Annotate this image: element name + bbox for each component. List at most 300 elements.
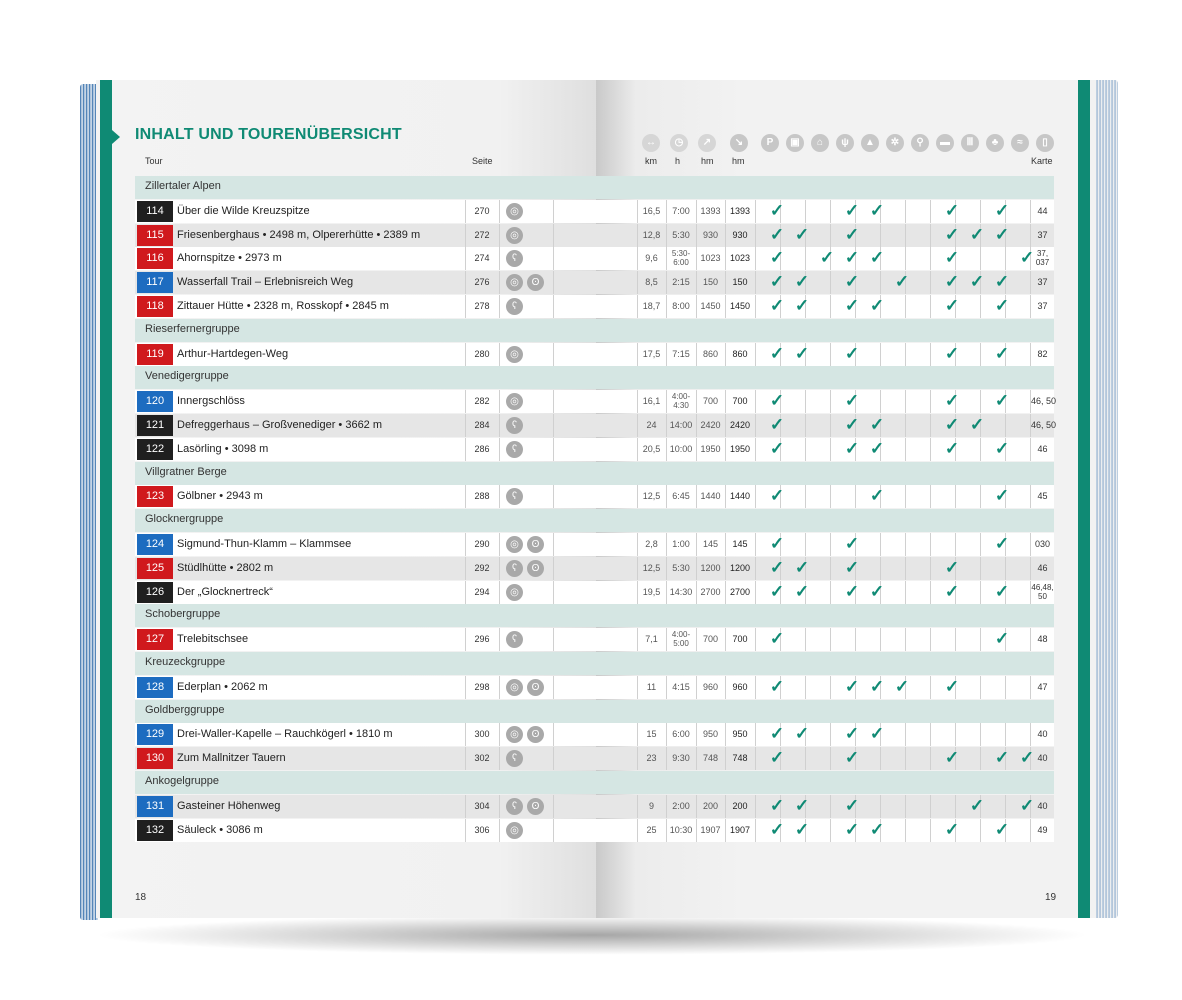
column-divider — [980, 390, 981, 413]
column-divider — [955, 485, 956, 508]
tour-h: 1:00 — [672, 539, 690, 549]
check-icon: ✓ — [769, 676, 785, 696]
check-icon: ✓ — [844, 296, 860, 315]
tour-map: 37 — [1037, 277, 1048, 288]
column-divider — [465, 414, 466, 437]
family-icon: ʘ — [527, 679, 544, 696]
column-divider — [553, 224, 554, 247]
column-divider — [499, 795, 500, 818]
tour-down: 1023 — [729, 253, 751, 264]
check-icon: ✓ — [794, 581, 810, 601]
column-divider — [553, 271, 554, 294]
column-divider — [465, 557, 466, 580]
tour-down: 2420 — [729, 420, 751, 430]
table-row — [135, 295, 1054, 318]
column-divider — [980, 247, 981, 270]
column-divider — [905, 628, 906, 651]
check-icon: ✓ — [844, 248, 860, 268]
family-icon: ʘ — [527, 726, 544, 743]
column-divider — [465, 628, 466, 651]
clock-icon: ◷ — [670, 134, 688, 152]
tour-map: 40 — [1037, 753, 1048, 764]
column-divider — [980, 747, 981, 770]
table-row — [135, 581, 1054, 604]
tour-page: 290 — [474, 539, 490, 549]
column-divider — [465, 224, 466, 247]
check-icon: ✓ — [869, 248, 885, 268]
column-divider — [499, 390, 500, 413]
one-way-icon: ʕ — [506, 441, 523, 458]
column-divider — [755, 438, 756, 461]
column-divider — [905, 581, 906, 604]
check-icon: ✓ — [969, 415, 985, 434]
tour-up: 1200 — [700, 562, 721, 573]
tour-page: 278 — [474, 301, 490, 311]
check-icon: ✓ — [794, 819, 810, 839]
check-icon: ✓ — [769, 795, 785, 815]
column-divider — [553, 247, 554, 270]
check-icon: ✓ — [994, 438, 1010, 458]
tour-h: 14:30 — [669, 586, 693, 597]
tour-page: 302 — [474, 753, 490, 764]
tour-km: 17,5 — [642, 348, 661, 359]
column-divider — [755, 343, 756, 366]
header-h: h — [675, 156, 681, 166]
check-icon: ✓ — [844, 343, 860, 363]
check-icon: ✓ — [944, 224, 960, 244]
tour-page: 300 — [474, 729, 490, 740]
tour-down: 150 — [732, 277, 748, 288]
tour-h: 2:00 — [672, 800, 690, 811]
column-divider — [755, 271, 756, 294]
column-divider — [465, 819, 466, 842]
column-divider — [930, 485, 931, 508]
tour-page: 306 — [474, 824, 490, 835]
column-divider — [880, 271, 881, 294]
column-divider — [980, 438, 981, 461]
tour-up: 200 — [702, 800, 719, 811]
tour-km: 20,5 — [642, 443, 661, 454]
check-icon: ✓ — [869, 581, 885, 601]
book-shadow — [92, 915, 1092, 955]
column-divider — [980, 819, 981, 842]
column-divider — [553, 723, 554, 746]
tour-number: 121 — [137, 415, 173, 436]
check-icon: ✓ — [769, 724, 785, 744]
check-icon: ✓ — [944, 438, 960, 458]
page-number-right: 19 — [1045, 892, 1057, 903]
column-divider — [553, 295, 554, 318]
column-divider — [499, 533, 500, 556]
column-divider — [755, 390, 756, 413]
column-divider — [880, 747, 881, 770]
check-icon: ✓ — [869, 415, 885, 434]
tour-name: Arthur-Hartdegen-Weg — [177, 347, 289, 360]
header-tour: Tour — [145, 156, 163, 166]
table-row — [135, 414, 1057, 437]
check-icon: ✓ — [844, 581, 860, 601]
map-icon: ▯ — [1036, 134, 1054, 152]
column-divider — [930, 247, 931, 270]
tour-up: 1950 — [700, 443, 721, 454]
tour-down: 2700 — [729, 586, 751, 597]
column-divider — [905, 795, 906, 818]
tour-name: Gasteiner Höhenweg — [177, 799, 281, 812]
table-row — [135, 723, 1054, 746]
tour-map: 37 — [1037, 229, 1048, 240]
column-divider — [955, 723, 956, 746]
table-row — [135, 390, 1057, 413]
tour-up: 1907 — [700, 824, 721, 835]
tour-h: 10:30 — [669, 824, 693, 835]
column-divider — [930, 271, 931, 294]
one-way-icon: ʕ — [506, 250, 523, 267]
tour-h: 14:00 — [669, 420, 693, 430]
check-icon: ✓ — [769, 415, 785, 434]
tour-page: 282 — [474, 396, 490, 407]
column-divider — [553, 390, 554, 413]
column-divider — [905, 723, 906, 746]
tour-km: 16,1 — [642, 396, 661, 407]
check-icon: ✓ — [794, 557, 810, 577]
column-divider — [465, 795, 466, 818]
tour-km: 12,5 — [642, 491, 661, 502]
check-icon: ✓ — [869, 486, 885, 506]
tour-number: 123 — [137, 486, 173, 507]
check-icon: ✓ — [844, 272, 860, 292]
column-divider — [465, 200, 466, 223]
tour-map: 40 — [1037, 800, 1048, 811]
group-label: Venedigergruppe — [145, 370, 229, 383]
check-icon: ✓ — [969, 224, 985, 244]
tour-down: 950 — [732, 729, 748, 740]
column-divider — [1005, 723, 1006, 746]
group-header — [135, 462, 1054, 485]
column-divider — [905, 390, 906, 413]
tour-map: 37 — [1037, 301, 1048, 311]
tour-up: 960 — [702, 681, 719, 692]
column-divider — [930, 390, 931, 413]
column-divider — [465, 485, 466, 508]
tour-h: 4:00- 4:30 — [671, 392, 691, 411]
tour-map: 030 — [1034, 539, 1051, 549]
column-divider — [465, 747, 466, 770]
column-divider — [553, 200, 554, 223]
check-icon: ✓ — [794, 296, 810, 315]
column-divider — [830, 723, 831, 746]
check-icon: ✓ — [844, 676, 860, 696]
column-divider — [880, 390, 881, 413]
tour-name: Säuleck • 3086 m — [177, 823, 263, 836]
check-icon: ✓ — [844, 819, 860, 839]
round-trip-icon: ◎ — [506, 393, 523, 410]
column-divider — [499, 247, 500, 270]
tour-page: 294 — [474, 586, 490, 597]
column-divider — [499, 200, 500, 223]
check-icon: ✓ — [844, 438, 860, 458]
tour-h: 8:00 — [672, 301, 690, 311]
check-icon: ✓ — [769, 296, 785, 315]
check-icon: ✓ — [1019, 248, 1035, 268]
column-divider — [499, 819, 500, 842]
tour-up: 150 — [702, 277, 719, 288]
tour-number: 124 — [137, 534, 173, 555]
group-header — [135, 771, 1054, 794]
check-icon: ✓ — [944, 272, 960, 292]
column-divider — [755, 628, 756, 651]
column-divider — [930, 747, 931, 770]
column-divider — [755, 747, 756, 770]
tour-number: 116 — [137, 248, 173, 269]
column-divider — [755, 723, 756, 746]
tour-map: 48 — [1037, 634, 1048, 645]
column-divider — [1005, 795, 1006, 818]
column-divider — [465, 343, 466, 366]
column-divider — [830, 557, 831, 580]
tour-page: 304 — [474, 800, 490, 811]
check-icon: ✓ — [944, 557, 960, 577]
check-icon: ✓ — [1019, 795, 1035, 815]
family-icon: ʘ — [527, 536, 544, 553]
column-divider — [905, 343, 906, 366]
column-divider — [553, 628, 554, 651]
column-divider — [905, 557, 906, 580]
column-divider — [830, 343, 831, 366]
column-divider — [1005, 557, 1006, 580]
tour-number: 125 — [137, 558, 173, 579]
tour-map: 46 — [1037, 562, 1048, 573]
group-header — [135, 652, 1054, 675]
table-row — [135, 224, 1054, 247]
column-divider — [905, 247, 906, 270]
column-divider — [880, 795, 881, 818]
table-row — [135, 628, 1054, 651]
tour-km: 12,5 — [642, 562, 661, 573]
column-divider — [553, 795, 554, 818]
one-way-icon: ʕ — [506, 750, 523, 767]
column-divider — [930, 224, 931, 247]
column-divider — [930, 819, 931, 842]
tour-h: 5:30- 6:00 — [671, 249, 691, 268]
check-icon: ✓ — [994, 486, 1010, 506]
column-divider — [465, 581, 466, 604]
check-icon: ✓ — [794, 724, 810, 744]
column-divider — [465, 533, 466, 556]
tour-up: 930 — [702, 229, 719, 240]
tour-map: 49 — [1037, 824, 1048, 835]
check-icon: ✓ — [894, 676, 910, 696]
tour-up: 1393 — [700, 205, 721, 216]
tour-down: 1450 — [729, 301, 751, 311]
column-divider — [980, 723, 981, 746]
overnight-icon: ▬ — [936, 134, 954, 152]
group-label: Glocknergruppe — [145, 513, 224, 526]
check-icon: ✓ — [994, 391, 1010, 411]
check-icon: ✓ — [944, 200, 960, 220]
column-divider — [499, 747, 500, 770]
left-accent-strip — [100, 80, 112, 918]
column-divider — [1005, 247, 1006, 270]
column-divider — [499, 343, 500, 366]
tour-name: Sigmund-Thun-Klamm – Klammsee — [177, 538, 352, 550]
tour-km: 16,5 — [642, 205, 661, 216]
column-divider — [830, 747, 831, 770]
group-label: Ankogelgruppe — [145, 775, 220, 787]
tour-name: Stüdlhütte • 2802 m — [177, 561, 274, 574]
tour-name: Gölbner • 2943 m — [177, 490, 263, 503]
round-trip-icon: ◎ — [506, 584, 523, 601]
check-icon: ✓ — [969, 272, 985, 292]
column-divider — [880, 628, 881, 651]
group-label: Goldberggruppe — [145, 703, 225, 716]
tour-km: 19,5 — [642, 586, 661, 597]
tour-map: 44 — [1037, 205, 1048, 216]
group-header — [135, 509, 1054, 532]
column-divider — [930, 795, 931, 818]
check-icon: ✓ — [994, 200, 1010, 220]
tour-name: Innergschlöss — [177, 395, 245, 408]
header-hm-up: hm — [701, 156, 714, 166]
group-label: Rieserfernergruppe — [145, 322, 240, 335]
one-way-icon: ʕ — [506, 798, 523, 815]
table-row — [135, 200, 1054, 223]
tour-up: 1440 — [700, 491, 721, 502]
column-divider — [465, 247, 466, 270]
check-icon: ✓ — [794, 343, 810, 363]
tour-number: 115 — [137, 225, 173, 246]
column-divider — [805, 200, 806, 223]
column-divider — [905, 200, 906, 223]
column-divider — [830, 795, 831, 818]
tour-down: 860 — [732, 348, 748, 359]
column-divider — [805, 247, 806, 270]
column-divider — [930, 295, 931, 318]
column-divider — [805, 747, 806, 770]
museum-icon: Ⅲ — [961, 134, 979, 152]
check-icon: ✓ — [869, 724, 885, 744]
check-icon: ✓ — [869, 200, 885, 220]
ascent-icon: ↗ — [698, 134, 716, 152]
check-icon: ✓ — [994, 296, 1010, 315]
tour-name: Über die Wilde Kreuzspitze — [177, 204, 310, 217]
column-divider — [553, 533, 554, 556]
tour-km: 11 — [646, 681, 657, 692]
tour-page: 276 — [474, 277, 490, 288]
distance-icon: ↔ — [642, 134, 660, 152]
tour-up: 950 — [702, 729, 719, 740]
tour-name: Drei-Waller-Kapelle – Rauchkögerl • 1810 m — [177, 728, 393, 741]
check-icon: ✓ — [969, 795, 985, 815]
column-divider — [930, 581, 931, 604]
tour-page: 298 — [474, 681, 490, 692]
check-icon: ✓ — [794, 224, 810, 244]
check-icon: ✓ — [769, 557, 785, 577]
column-divider — [830, 438, 831, 461]
group-header — [135, 319, 1054, 342]
tour-number: 117 — [137, 272, 173, 293]
tour-map: 45 — [1037, 491, 1048, 502]
tour-down: 748 — [732, 753, 748, 764]
column-divider — [905, 438, 906, 461]
check-icon: ✓ — [869, 819, 885, 839]
group-label: Schobergruppe — [145, 608, 221, 621]
column-divider — [805, 438, 806, 461]
restaurant-icon: ψ — [836, 134, 854, 152]
column-divider — [1005, 676, 1006, 699]
tour-number: 128 — [137, 677, 173, 698]
column-divider — [805, 414, 806, 437]
tour-h: 6:45 — [672, 491, 690, 502]
tour-km: 12,8 — [642, 229, 661, 240]
tour-page: 272 — [474, 229, 490, 240]
check-icon: ✓ — [869, 296, 885, 315]
round-trip-icon: ◎ — [506, 536, 523, 553]
column-divider — [755, 819, 756, 842]
check-icon: ✓ — [944, 748, 960, 768]
column-divider — [755, 224, 756, 247]
tour-number: 129 — [137, 724, 173, 745]
column-divider — [499, 271, 500, 294]
check-icon: ✓ — [844, 795, 860, 815]
round-trip-icon: ◎ — [506, 274, 523, 291]
tour-map: 46, 50 — [1031, 420, 1057, 430]
check-icon: ✓ — [994, 581, 1010, 601]
table-row — [135, 438, 1054, 461]
tour-up: 2420 — [700, 420, 721, 430]
tour-number: 126 — [137, 582, 173, 603]
column-divider — [499, 485, 500, 508]
tour-map: 46, 50 — [1031, 396, 1057, 407]
round-trip-icon: ◎ — [506, 227, 523, 244]
check-icon: ✓ — [869, 438, 885, 458]
tour-up: 2700 — [700, 586, 721, 597]
tour-name: Zum Mallnitzer Tauern — [177, 752, 286, 765]
column-divider — [830, 819, 831, 842]
column-divider — [499, 224, 500, 247]
check-icon: ✓ — [794, 272, 810, 292]
page-number-left: 18 — [135, 892, 147, 903]
column-divider — [755, 676, 756, 699]
tour-page: 292 — [474, 562, 490, 573]
tour-number: 119 — [137, 344, 173, 365]
column-divider — [553, 581, 554, 604]
column-divider — [830, 485, 831, 508]
tour-name: Friesenberghaus • 2498 m, Olpererhütte • 2389 m — [177, 228, 421, 241]
round-trip-icon: ◎ — [506, 346, 523, 363]
tour-up: 145 — [702, 539, 719, 549]
tour-km: 25 — [646, 824, 657, 835]
check-icon: ✓ — [769, 438, 785, 458]
tour-down: 145 — [732, 539, 748, 549]
column-divider — [905, 224, 906, 247]
column-divider — [855, 628, 856, 651]
page-title: INHALT UND TOURENÜBERSICHT — [135, 126, 402, 143]
check-icon: ✓ — [894, 272, 910, 292]
tour-down: 930 — [732, 229, 748, 240]
column-divider — [465, 723, 466, 746]
check-icon: ✓ — [844, 415, 860, 434]
check-icon: ✓ — [1019, 748, 1035, 768]
column-divider — [755, 581, 756, 604]
check-icon: ✓ — [944, 296, 960, 315]
check-icon: ✓ — [844, 748, 860, 768]
tour-page: 296 — [474, 634, 490, 645]
check-icon: ✓ — [994, 748, 1010, 768]
one-way-icon: ʕ — [506, 298, 523, 315]
tour-number: 130 — [137, 748, 173, 769]
table-row — [135, 485, 1054, 508]
column-divider — [905, 414, 906, 437]
